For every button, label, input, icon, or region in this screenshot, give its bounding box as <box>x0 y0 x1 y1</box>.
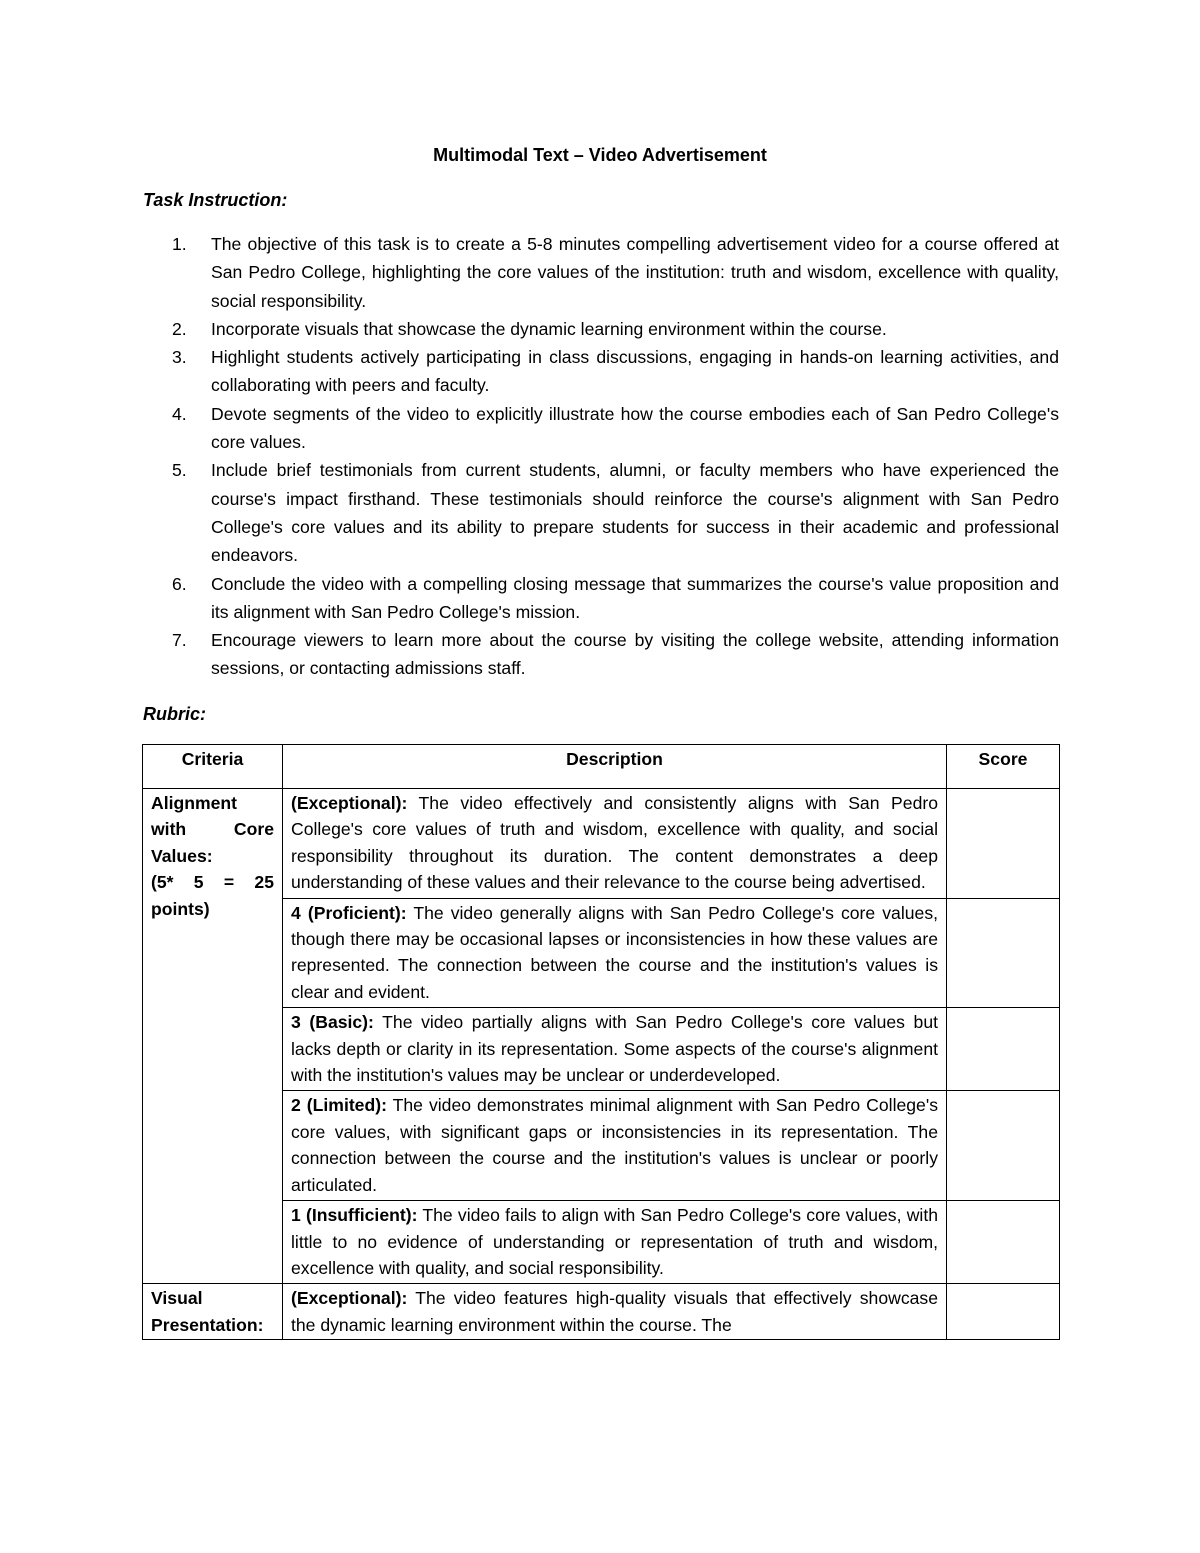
level-text: The video fails to align with San Pedro College's core values, with little to no evidence of understanding or representation of truth and wisdom, excellence with quality, and social responsibility. <box>291 1205 938 1278</box>
rubric-header-row <box>143 745 1060 789</box>
score-cell[interactable] <box>947 789 1060 899</box>
instruction-number: 6. <box>172 573 187 594</box>
level-label: 2 (Limited): <box>291 1095 387 1116</box>
score-cell[interactable] <box>947 898 1060 1008</box>
score-cell[interactable] <box>947 1008 1060 1091</box>
level-label: 3 (Basic): <box>291 1012 374 1033</box>
level-label: 1 (Insufficient): <box>291 1205 418 1226</box>
instruction-number: 2. <box>172 318 187 339</box>
table-row <box>143 1284 1060 1340</box>
level-label: (Exceptional): <box>291 793 408 813</box>
instruction-text: Devote segments of the video to explicitly illustrate how the course embodies each of San Pedro College's core values. <box>211 403 1059 453</box>
instruction-text: Incorporate visuals that showcase the dynamic learning environment within the course. <box>211 318 887 339</box>
rubric-table <box>142 744 1060 1340</box>
level-description-clip <box>291 1285 938 1337</box>
instruction-item <box>143 315 1059 343</box>
instruction-text: Highlight students actively participating in class discussions, engaging in hands-on learning activities, and collaborating with peers and faculty. <box>211 347 1059 396</box>
instruction-item <box>143 456 1059 569</box>
instruction-number: 1. <box>172 234 187 254</box>
level-description <box>283 1201 947 1284</box>
level-text: The video partially aligns with San Pedro College's core values but lacks depth or clarity in its representation. Some aspects of the course's alignment with the institution's values may be unclear or underdeveloped. <box>291 1012 938 1086</box>
score-header: Score <box>947 745 1060 789</box>
instruction-number: 4. <box>172 403 187 424</box>
score-cell[interactable] <box>947 1201 1060 1284</box>
instruction-item <box>143 400 1059 457</box>
level-description <box>283 1008 947 1091</box>
instruction-item <box>143 343 1059 400</box>
level-description <box>283 1284 947 1340</box>
criterion-cell <box>143 789 283 1284</box>
score-cell[interactable] <box>947 1091 1060 1201</box>
level-text: The video generally aligns with San Pedro College's core values, though there may be occasional lapses or inconsistencies in how these values are represented. The connection between the course and the institution's values is clear and evident. <box>291 902 939 1002</box>
instruction-text: Conclude the video with a compelling closing message that summarizes the course's value proposition and its alignment with San Pedro College's mission. <box>211 573 1059 622</box>
instruction-text: Include brief testimonials from current students, alumni, or faculty members who have experienced the course's impact firsthand. These testimonials should reinforce the course's alignment with San Pedro College's core values and its ability to prepare students for success in their academic and professional endeavors. <box>211 460 1059 566</box>
rubric-heading: Rubric: <box>143 704 206 724</box>
criterion-cell <box>143 1284 283 1340</box>
instruction-number: 7. <box>172 630 187 651</box>
criteria-header: Criteria <box>143 745 283 789</box>
level-description <box>283 789 947 899</box>
description-header: Description <box>283 745 947 789</box>
instruction-item <box>143 570 1059 627</box>
instruction-item <box>143 626 1059 683</box>
score-cell[interactable] <box>947 1284 1060 1340</box>
criterion-name: Visual Presentation: <box>151 1288 264 1335</box>
instruction-item <box>143 230 1059 315</box>
instruction-text: Encourage viewers to learn more about the course by visiting the college website, attending information sessions, or contacting admissions staff. <box>211 630 1059 679</box>
instruction-number: 5. <box>172 460 187 481</box>
level-label: 4 (Proficient): <box>291 902 407 923</box>
instruction-list <box>143 230 1059 683</box>
level-label: (Exceptional): <box>291 1288 408 1309</box>
table-row <box>143 789 1060 899</box>
level-text: The video features high-quality visuals that effectively showcase the dynamic learning environment within the course. The <box>291 1288 938 1335</box>
level-description <box>283 1091 947 1201</box>
criterion-name: Alignment with Core Values: <box>151 793 274 866</box>
instruction-number: 3. <box>172 347 187 368</box>
level-text: The video demonstrates minimal alignment with San Pedro College's core values, with significant gaps or inconsistencies in its representation. The connection between the course and the institution's values is unclear or poorly articulated. <box>291 1095 938 1195</box>
level-description <box>283 898 947 1008</box>
document-title: Multimodal Text – Video Advertisement <box>433 145 767 165</box>
level-text: The video effectively and consistently aligns with San Pedro College's core values of truth and wisdom, excellence with quality, and social responsibility throughout its duration. The content demonstrates a deep understanding of these values and their relevance to the course being advertised. <box>291 793 938 893</box>
instruction-text: The objective of this task is to create a 5-8 minutes compelling advertisement video for a course offered at San Pedro College, highlighting the core values of the institution: truth and wisdom, excellence with quality, social responsibility. <box>211 234 1059 311</box>
criterion-points: (5* 5 = 25 points) <box>151 872 274 919</box>
task-instruction-heading: Task Instruction: <box>143 190 288 210</box>
